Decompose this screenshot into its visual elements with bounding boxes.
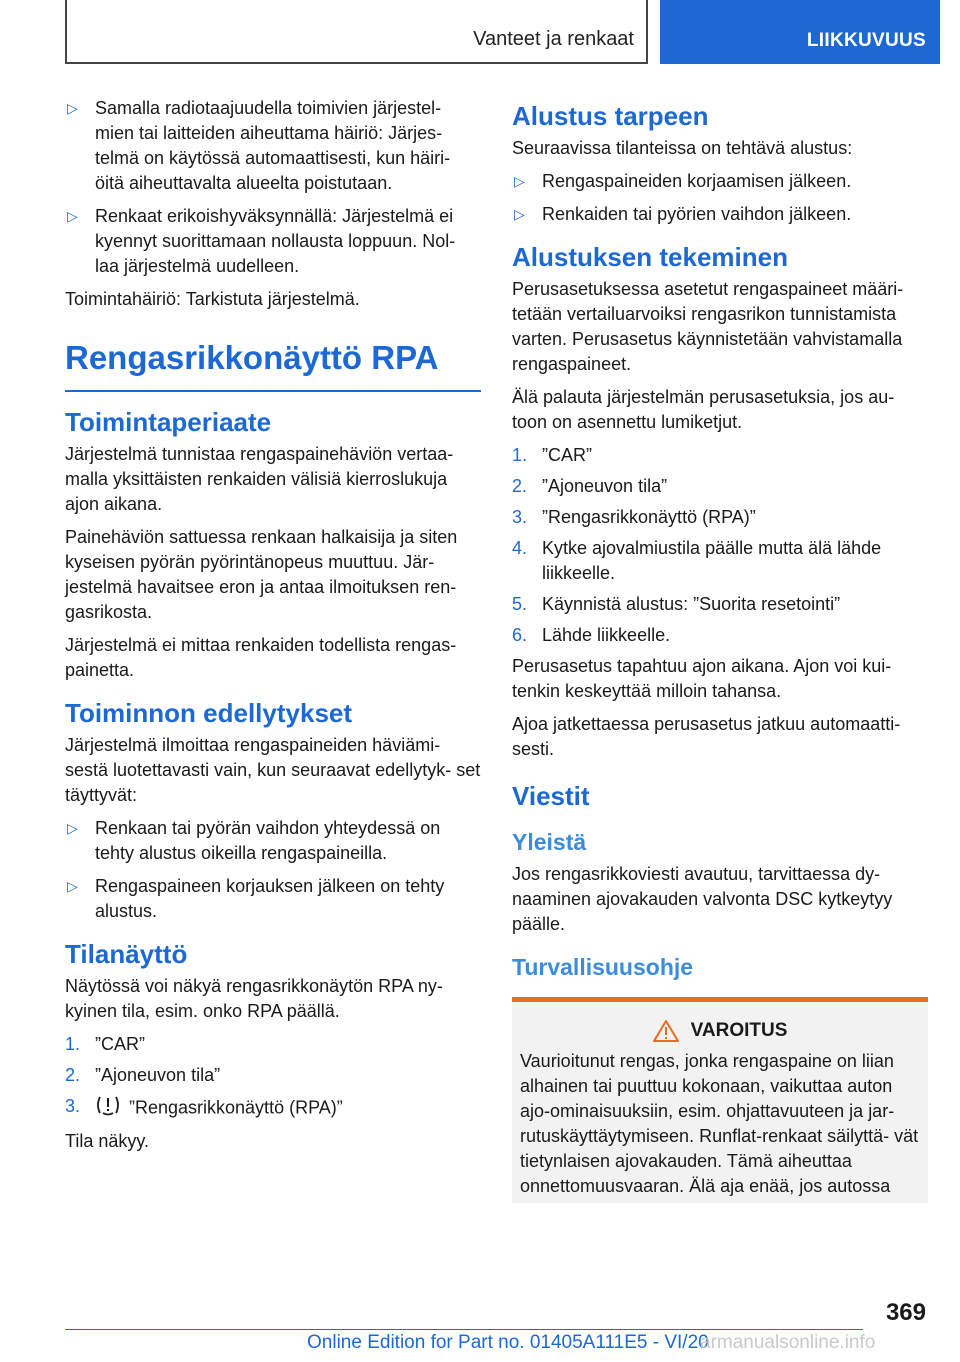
list-item: ▷ Renkaat erikoishyväksynnällä: Järjestelmä ei kyennyt suorittamaan nollausta loppuun. Nol- laa järjestelmä uudelleen. <box>67 206 456 276</box>
header-section-title: Vanteet ja renkaat <box>473 28 634 50</box>
warning-box <box>512 997 928 1203</box>
warning-triangle-icon <box>653 1020 679 1042</box>
header-chapter-title: LIIKKUVUUS <box>806 30 926 51</box>
numbered-step: 3. ”Rengasrikkonäyttö (RPA)” <box>65 1094 481 1123</box>
conditions-heading: Toiminnon edellytykset <box>65 698 353 728</box>
malfunction-text: Toimintahäiriö: Tarkistuta järjestelmä. <box>65 289 360 309</box>
paragraph: Järjestelmä tunnistaa rengaspainehäviön vertaa- malla yksittäisten renkaiden välisiä kierroslukuja ajon aikana. <box>65 444 454 514</box>
tire-pressure-warning-icon <box>95 1094 121 1123</box>
paragraph: Perusasetus tapahtuu ajon aikana. Ajon voi kui- tenkin keskeyttää milloin tahansa. <box>512 656 892 701</box>
numbered-step: 2. ”Ajoneuvon tila” <box>512 476 668 496</box>
numbered-step: 6. Lähde liikkeelle. <box>512 625 671 645</box>
numbered-step: 1. ”CAR” <box>512 445 592 465</box>
numbered-step: 2. ”Ajoneuvon tila” <box>65 1065 221 1085</box>
init-needed-heading: Alustus tarpeen <box>512 101 709 131</box>
init-do-heading: Alustuksen tekeminen <box>512 242 788 272</box>
paragraph: Painehäviön sattuessa renkaan halkaisija ja siten kyseisen pyörän pyörintänopeus muuttuu. Jär- jestelmä havaitsee eron ja antaa ilmoituksen ren- gasrikosta. <box>65 527 458 622</box>
numbered-step: 1. ”CAR” <box>65 1034 145 1054</box>
status-heading: Tilanäyttö <box>65 939 188 969</box>
paragraph: Jos rengasrikkoviesti avautuu, tarvittaessa dy- naaminen ajovakauden valvonta DSC kytkeytyy päälle. <box>512 864 893 934</box>
edition-text: Online Edition for Part no. 01405A111E5 - VI/20 <box>307 1332 709 1353</box>
paragraph: Seuraavissa tilanteissa on tehtävä alustus: <box>512 138 853 158</box>
list-item: ▷ Renkaiden tai pyörien vaihdon jälkeen. <box>512 202 928 227</box>
left-column <box>65 96 481 1162</box>
footer-divider <box>65 1329 863 1330</box>
page-title: Rengasrikkonäyttö RPA <box>65 338 481 392</box>
paragraph: Perusasetuksessa asetetut rengaspaineet määri- tetään vertailuarvoiksi rengasrikon tunnistamista varten. Perusasetus käynnistetään vahvistamalla rengaspaineet. <box>512 279 904 374</box>
header-section-box <box>65 0 648 64</box>
paragraph: Tila näkyy. <box>65 1131 150 1151</box>
triangle-bullet-icon: ▷ <box>67 208 78 224</box>
triangle-bullet-icon: ▷ <box>514 206 525 222</box>
watermark-text: armanualsonline.info <box>700 1332 876 1353</box>
warning-header <box>520 1018 920 1043</box>
numbered-step: 3. ”Rengasrikkonäyttö (RPA)” <box>512 507 756 527</box>
general-heading: Yleistä <box>512 829 587 855</box>
paragraph: Ajoa jatkettaessa perusasetus jatkuu automaatti- sesti. <box>512 714 901 759</box>
paragraph: Järjestelmä ilmoittaa rengaspaineiden häviämi- sestä luotettavasti vain, kun seuraavat edellytyk- set täyttyvät: <box>65 735 481 805</box>
list-item: ▷ Rengaspaineen korjauksen jälkeen on tehty alustus. <box>67 876 445 921</box>
triangle-bullet-icon: ▷ <box>67 820 78 836</box>
numbered-step: 5. Käynnistä alustus: ”Suorita resetointi” <box>512 594 841 614</box>
list-item: ▷ Rengaspaineiden korjaamisen jälkeen. <box>512 169 928 194</box>
safety-heading: Turvallisuusohje <box>512 954 694 980</box>
numbered-step: 4. Kytke ajovalmiustila päälle mutta älä lähde liikkeelle. <box>512 538 882 583</box>
list-item: ▷ Renkaan tai pyörän vaihdon yhteydessä on tehty alustus oikeilla rengaspaineilla. <box>67 818 441 863</box>
right-column <box>512 96 928 1203</box>
page-number: 369 <box>885 1299 926 1326</box>
triangle-bullet-icon: ▷ <box>67 100 78 116</box>
warning-title: VAROITUS <box>690 1020 788 1041</box>
paragraph: Järjestelmä ei mittaa renkaiden todellista rengas- painetta. <box>65 635 457 680</box>
triangle-bullet-icon: ▷ <box>514 173 525 189</box>
warning-text: Vaurioitunut rengas, jonka rengaspaine on liian alhainen tai puuttuu kokonaan, vaikuttaa auton ajo-ominaisuuksiin, esim. ohjattavuuteen ja jar- rutuskäyttäytymiseen. Runflat-renkaat säilyttä- vät tietynlaisen ajovakauden. Tämä aiheuttaa onnettomuusvaaran. Älä aja enää, jos autossa <box>520 1051 919 1196</box>
triangle-bullet-icon: ▷ <box>67 878 78 894</box>
paragraph: Näytössä voi näkyä rengasrikkonäytön RPA ny- kyinen tila, esim. onko RPA päällä. <box>65 976 443 1021</box>
list-item: ▷ Samalla radiotaajuudella toimivien järjestel- mien tai laitteiden aiheuttama häiriö: Järjes- telmä on käytössä automaattisesti, kun häiri- öitä aiheuttavalta alueelta poistutaan. <box>67 98 451 193</box>
header-chapter-tab <box>660 0 940 64</box>
paragraph: Älä palauta järjestelmän perusasetuksia, jos au- toon on asennettu lumiketjut. <box>512 387 895 432</box>
principle-heading: Toimintaperiaate <box>65 407 272 437</box>
messages-heading: Viestit <box>512 781 590 811</box>
